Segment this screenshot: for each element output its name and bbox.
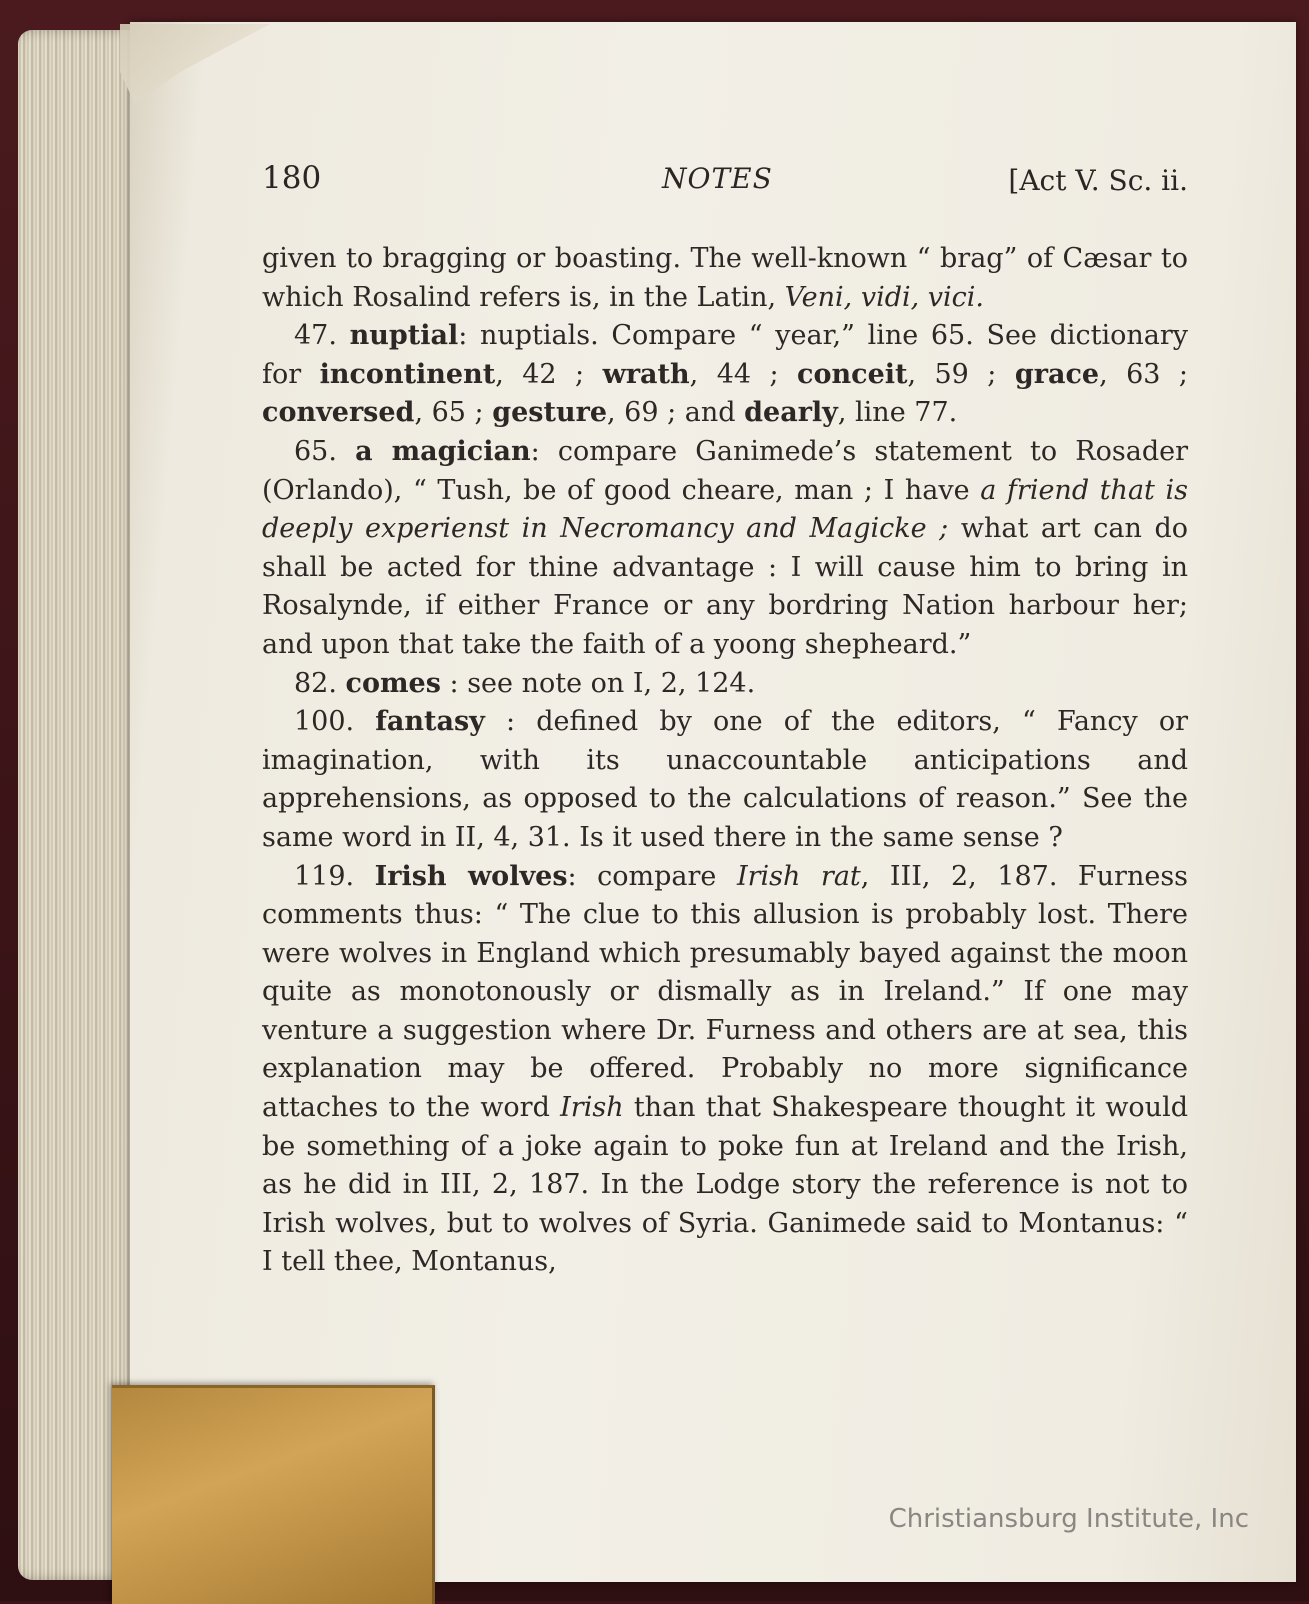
act-reference: [Act V. Sc. ii. bbox=[1008, 164, 1188, 197]
paragraph-intro: given to bragging or boasting. The well-known “ brag” of Cæsar to which Rosalind refers is, in the Latin, Veni, vidi, vici. bbox=[262, 243, 1188, 313]
running-title: NOTES bbox=[662, 162, 773, 195]
brass-bookmark-clip bbox=[112, 1385, 435, 1604]
watermark: Christiansburg Institute, Inc bbox=[888, 1504, 1249, 1534]
page-number: 180 bbox=[262, 160, 322, 196]
note-82: 82. comes : see note on I, 2, 124. bbox=[294, 667, 756, 699]
note-119: 119. Irish wolves: compare Irish rat, III, 2, 187. Furness comments thus: “ The clue to this allusion is probably lost. There were wolves in England which presumably bayed against the moon quite as monotonously or dismally as in Ireland.” If one may venture a suggestion where Dr. Furness and others are at sea, this explanation may be offered. Probably no more significance attaches to the word Irish than that Shakespeare thought it would be something of a joke again to poke fun at Ireland and the Irish, as he did in III, 2, 187. In the Lodge story the reference is not to Irish wolves, but to wolves of Syria. Ganimede said to Montanus: “ I tell thee, Montanus, bbox=[262, 860, 1189, 1278]
note-100: 100. fantasy : defined by one of the editors, “ Fancy or imagination, with its unaccountable anticipations and apprehensions, as opposed to the calculations of reason.” See the same word in II, 4, 31. Is it used there in the same sense ? bbox=[262, 706, 1189, 853]
page-header bbox=[262, 160, 1188, 208]
note-65: 65. a magician: compare Ganimede’s statement to Rosader (Orlando), “ Tush, be of good cheare, man ; I have a friend that is deeply experienst in Necromancy and Magicke ; what art can do shall be acted for thine advantage : I will cause him to bring in Rosalynde, if either France or any bordring Nation harbour her; and upon that take the faith of a yoong shepheard.” bbox=[262, 435, 1189, 660]
note-47: 47. nuptial: nuptials. Compare “ year,” line 65. See dictionary for incontinent, 42 ; wrath, 44 ; conceit, 59 ; grace, 63 ; conversed, 65 ; gesture, 69 ; and dearly, line 77. bbox=[262, 320, 1188, 429]
notes-body bbox=[262, 240, 1188, 1282]
